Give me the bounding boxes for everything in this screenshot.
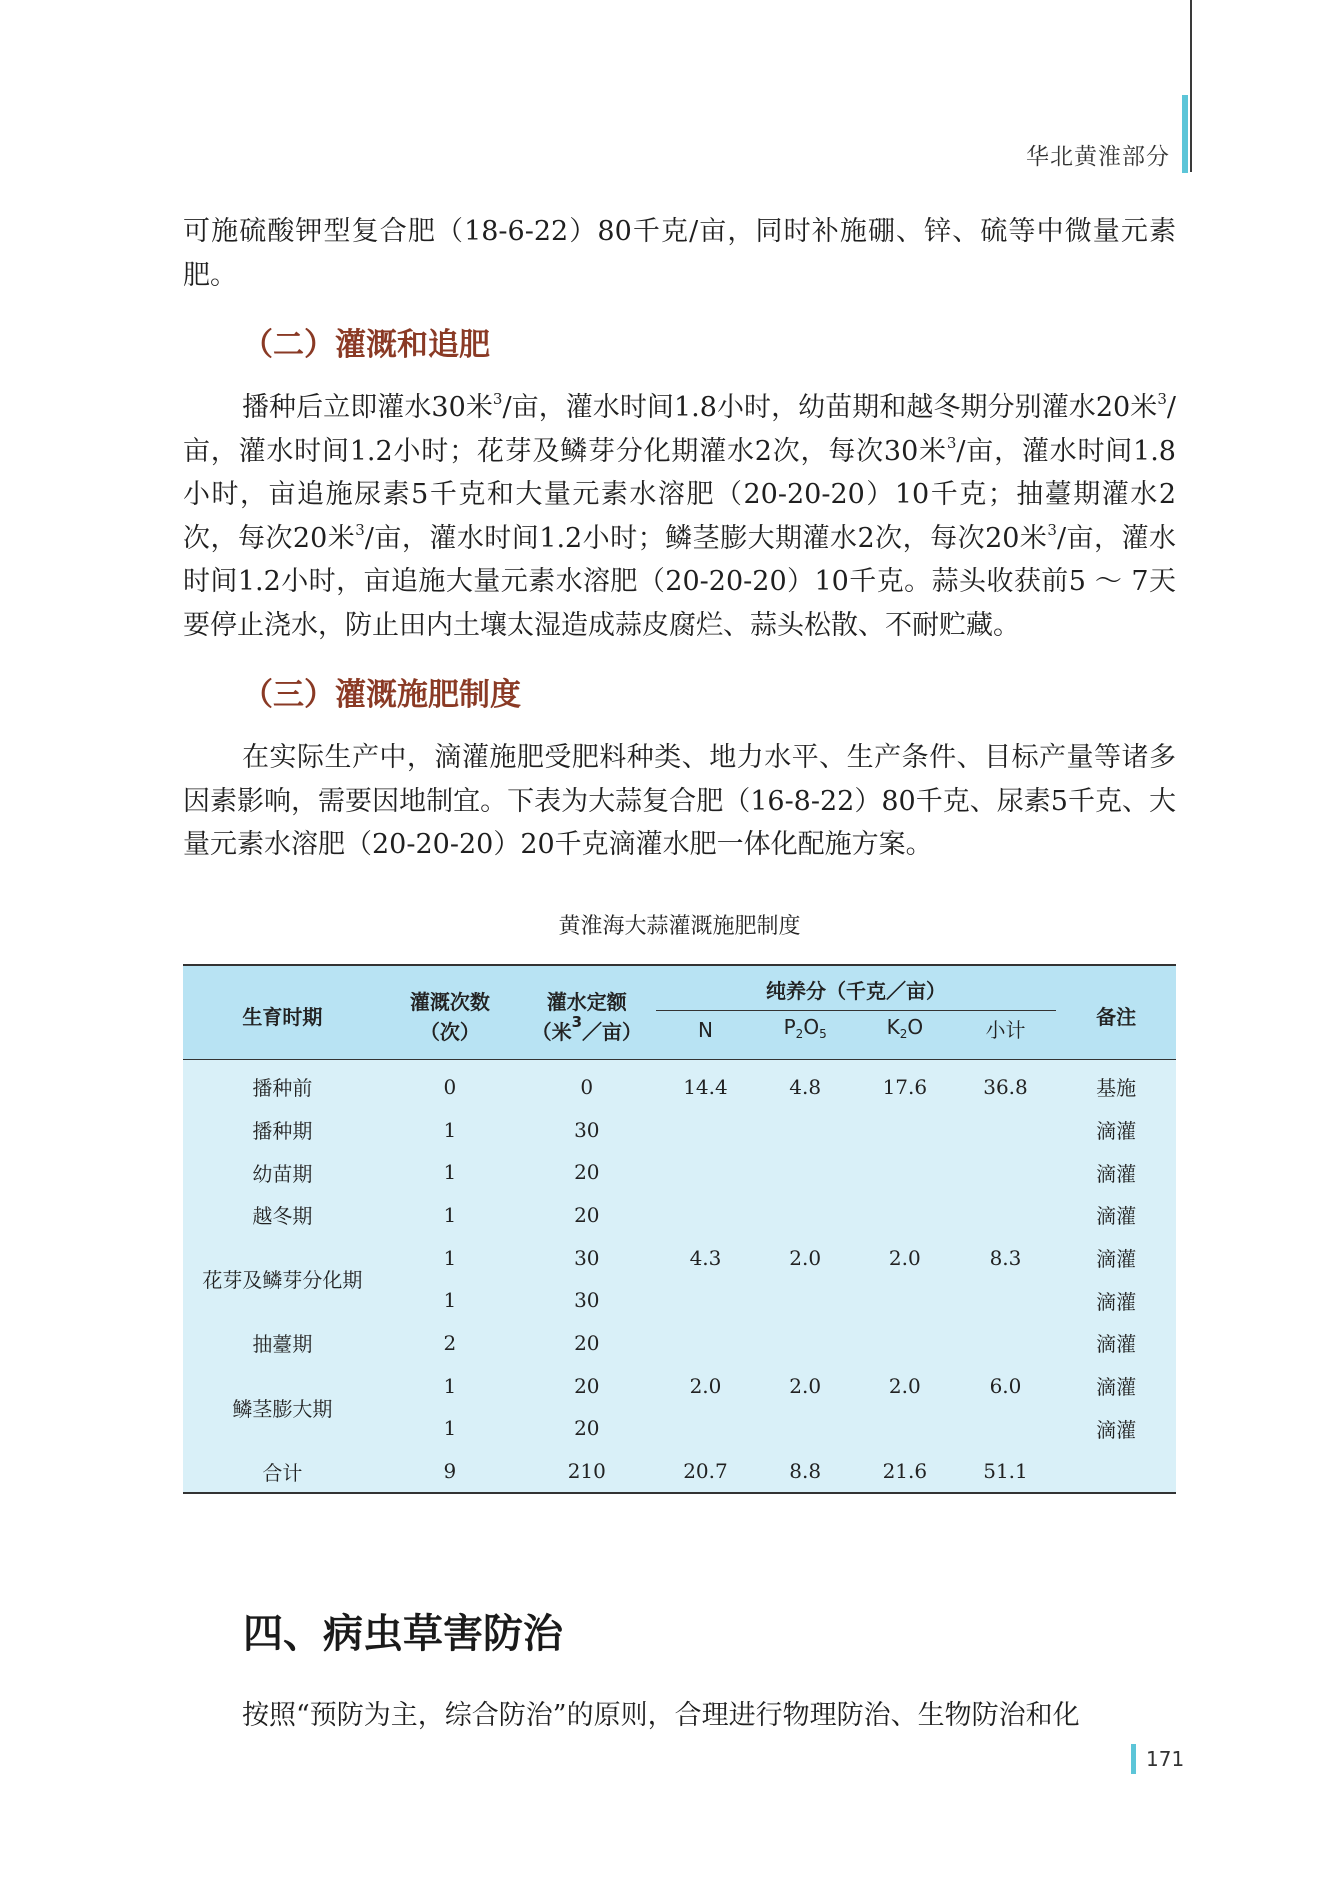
header-p2o5: [755, 1010, 855, 1059]
header-k2o: [855, 1010, 955, 1059]
table-row: [183, 1322, 1176, 1365]
cell-stage: 播种前: [252, 1076, 313, 1101]
text-span: /亩，灌水时间1.8小时，亩追施尿素5千克和大量元素水溶肥（20-20-20）10千克；抽薹期灌水2次，每次20米: [183, 435, 1176, 554]
cell-k2o: [855, 1407, 955, 1450]
cell-subtotal: 6.0: [989, 1373, 1022, 1398]
cell-quota: 30: [574, 1245, 600, 1270]
cell-subtotal: 8.3: [989, 1245, 1022, 1270]
cell-count: 0: [443, 1074, 457, 1099]
cell-k2o: 2.0: [888, 1373, 921, 1398]
cell-n: [656, 1194, 756, 1237]
header-count-unit: （次）: [419, 1019, 480, 1044]
header-n: N: [656, 1010, 756, 1059]
cell-note: 滴灌: [1096, 1247, 1137, 1272]
cell-n: [656, 1322, 756, 1365]
cell-k2o: [855, 1108, 955, 1151]
cell-quota: 20: [574, 1373, 600, 1398]
header-quota: [518, 965, 656, 1060]
cell-subtotal: [955, 1279, 1057, 1322]
cell-k2o: 2.0: [888, 1245, 921, 1270]
running-head: 华北黄淮部分: [1026, 144, 1170, 170]
cell-subtotal: [955, 1108, 1057, 1151]
cell-n: [656, 1108, 756, 1151]
cell-subtotal: 51.1: [983, 1459, 1028, 1484]
header-vertical-rule: [1190, 0, 1192, 172]
unit-part: （米: [531, 1019, 572, 1044]
main-content: [183, 210, 1176, 1494]
header-note: 备注: [1056, 965, 1176, 1060]
cell-note: 滴灌: [1096, 1204, 1137, 1229]
cell-subtotal: [955, 1194, 1057, 1237]
cell-quota: 0: [580, 1074, 594, 1099]
paragraph-irrigation: [183, 386, 1176, 647]
text-span: /亩，灌水时间1.2小时；鳞茎膨大期灌水2次，每次20米: [364, 522, 1048, 554]
cell-quota: 30: [574, 1117, 600, 1142]
cell-k2o: [855, 1151, 955, 1194]
cell-note: 滴灌: [1096, 1417, 1137, 1442]
cell-quota: 20: [574, 1202, 600, 1227]
cell-p2o5: [755, 1279, 855, 1322]
footer-accent-bar: [1131, 1744, 1136, 1774]
cell-count: 1: [443, 1416, 457, 1441]
header-nutrient-group: 纯养分（千克／亩）: [656, 965, 1057, 1011]
table-row: [183, 1364, 1176, 1407]
final-paragraph-wrap: [183, 1694, 1176, 1738]
cell-count: 2: [443, 1330, 457, 1355]
cell-p2o5: [755, 1322, 855, 1365]
cell-p2o5: [755, 1151, 855, 1194]
cell-k2o: [855, 1194, 955, 1237]
cell-p2o5: 2.0: [789, 1245, 822, 1270]
cell-k2o: 21.6: [882, 1459, 928, 1484]
header-accent-bar: [1182, 95, 1188, 173]
table-row: [183, 1236, 1176, 1279]
cell-count: 1: [443, 1373, 457, 1398]
cell-p2o5: 4.8: [789, 1074, 822, 1099]
cell-note: 滴灌: [1096, 1161, 1137, 1186]
header-quota-label: 灌水定额: [546, 989, 627, 1014]
cell-n: 4.3: [689, 1245, 722, 1270]
text-span: /亩，灌水时间1.2小时；花芽及鳞芽分化期灌水2次，每次30米: [183, 392, 1176, 467]
cell-count: 9: [443, 1459, 457, 1484]
header-subtotal: 小计: [955, 1010, 1057, 1059]
table-row: [183, 1194, 1176, 1237]
text-span: /亩，灌水时间1.2小时，亩追施大量元素水溶肥（20-20-20）10千克。蒜头收获前5 ～ 7天要停止浇水，防止田内土壤太湿造成蒜皮腐烂、蒜头松散、不耐贮藏。: [183, 522, 1176, 641]
cell-subtotal: [955, 1407, 1057, 1450]
cell-quota: 20: [574, 1416, 600, 1441]
cell-p2o5: 8.8: [789, 1459, 822, 1484]
cell-count: 1: [443, 1202, 457, 1227]
cell-count: 1: [443, 1245, 457, 1270]
cell-quota: 20: [574, 1330, 600, 1355]
chem-subscript: 2: [899, 1026, 908, 1041]
header-quota-unit: [531, 1012, 643, 1044]
table-row: [183, 1151, 1176, 1194]
cell-note: 滴灌: [1096, 1375, 1137, 1400]
table-row-total: [183, 1450, 1176, 1494]
unit-part: ／亩）: [582, 1019, 643, 1044]
cell-n: [656, 1151, 756, 1194]
cell-count: 1: [443, 1117, 457, 1142]
superscript: 3: [1157, 390, 1167, 408]
chem-part: P: [783, 1014, 796, 1039]
cell-n: 14.4: [683, 1074, 728, 1099]
cell-k2o: [855, 1279, 955, 1322]
cell-n: [656, 1407, 756, 1450]
heading-fertigation-regime: （三）灌溉施肥制度: [242, 677, 521, 713]
chem-part: K: [886, 1014, 900, 1039]
cell-count: 1: [443, 1160, 457, 1185]
cell-stage: 花芽及鳞芽分化期: [202, 1268, 363, 1293]
cell-stage: 越冬期: [252, 1204, 313, 1229]
superscript: 3: [1047, 520, 1057, 539]
text-span: /亩，灌水时间1.8小时，幼苗期和越冬期分别灌水20米: [502, 392, 1158, 423]
cell-quota: 30: [574, 1288, 600, 1313]
superscript: 3: [571, 1012, 583, 1031]
table-row: [183, 1059, 1176, 1108]
cell-note: 滴灌: [1096, 1289, 1137, 1314]
superscript: 3: [355, 520, 365, 539]
chem-part: O: [907, 1014, 924, 1039]
table-header-row: [183, 965, 1176, 1011]
cell-n: 2.0: [689, 1373, 722, 1398]
heading-irrigation-topdressing: （二）灌溉和追肥: [242, 327, 490, 363]
table-caption: 黄淮海大蒜灌溉施肥制度: [558, 913, 801, 939]
cell-k2o: 17.6: [882, 1074, 928, 1099]
cell-n: 20.7: [683, 1459, 728, 1484]
cell-note: 滴灌: [1096, 1332, 1137, 1357]
cell-quota: 20: [574, 1160, 600, 1185]
fertigation-table: [183, 964, 1176, 1495]
header-count: [382, 965, 518, 1060]
header-count-label: 灌溉次数: [409, 989, 490, 1014]
cell-p2o5: [755, 1108, 855, 1151]
cell-subtotal: [955, 1151, 1057, 1194]
table-row: [183, 1108, 1176, 1151]
chem-subscript: 2: [795, 1026, 804, 1041]
cell-note: [1056, 1450, 1176, 1494]
cell-stage: 合计: [262, 1460, 303, 1485]
superscript: 3: [492, 390, 503, 408]
paragraph-fertigation: 在实际生产中，滴灌施肥受肥料种类、地力水平、生产条件、目标产量等诸多因素影响，需要因地制宜。下表为大蒜复合肥（16-8-22）80千克、尿素5千克、大量元素水溶肥（20-20-20）20千克滴灌水肥一体化配施方案。: [183, 742, 1176, 860]
text-span: 播种后立即灌水30米: [242, 392, 493, 423]
cell-k2o: [855, 1322, 955, 1365]
cell-count: 1: [443, 1288, 457, 1313]
cell-stage: 抽薹期: [252, 1332, 313, 1357]
page-number: 171: [1146, 1747, 1185, 1771]
chem-subscript: 5: [819, 1026, 827, 1041]
cell-p2o5: 2.0: [789, 1373, 822, 1398]
cell-subtotal: [955, 1322, 1057, 1365]
cell-quota: 210: [567, 1459, 606, 1484]
cell-n: [656, 1279, 756, 1322]
cell-stage: 鳞茎膨大期: [232, 1396, 333, 1421]
paragraph-pest-principle: 按照“预防为主，综合防治”的原则，合理进行物理防治、生物防治和化: [242, 1700, 1080, 1731]
cell-p2o5: [755, 1407, 855, 1450]
cell-stage: 播种期: [252, 1119, 313, 1144]
cell-subtotal: 36.8: [983, 1074, 1028, 1099]
cell-note: 基施: [1096, 1076, 1137, 1101]
chem-part: O: [803, 1014, 820, 1039]
section-title-pest-control: 四、病虫草害防治: [243, 1611, 563, 1657]
header-stage: 生育时期: [183, 965, 382, 1060]
cell-p2o5: [755, 1194, 855, 1237]
paragraph-fertilizer: 可施硫酸钾型复合肥（18-6-22）80千克/亩，同时补施硼、锌、硫等中微量元素肥。: [183, 216, 1176, 291]
cell-note: 滴灌: [1096, 1119, 1137, 1144]
superscript: 3: [946, 433, 957, 452]
cell-stage: 幼苗期: [252, 1161, 313, 1186]
